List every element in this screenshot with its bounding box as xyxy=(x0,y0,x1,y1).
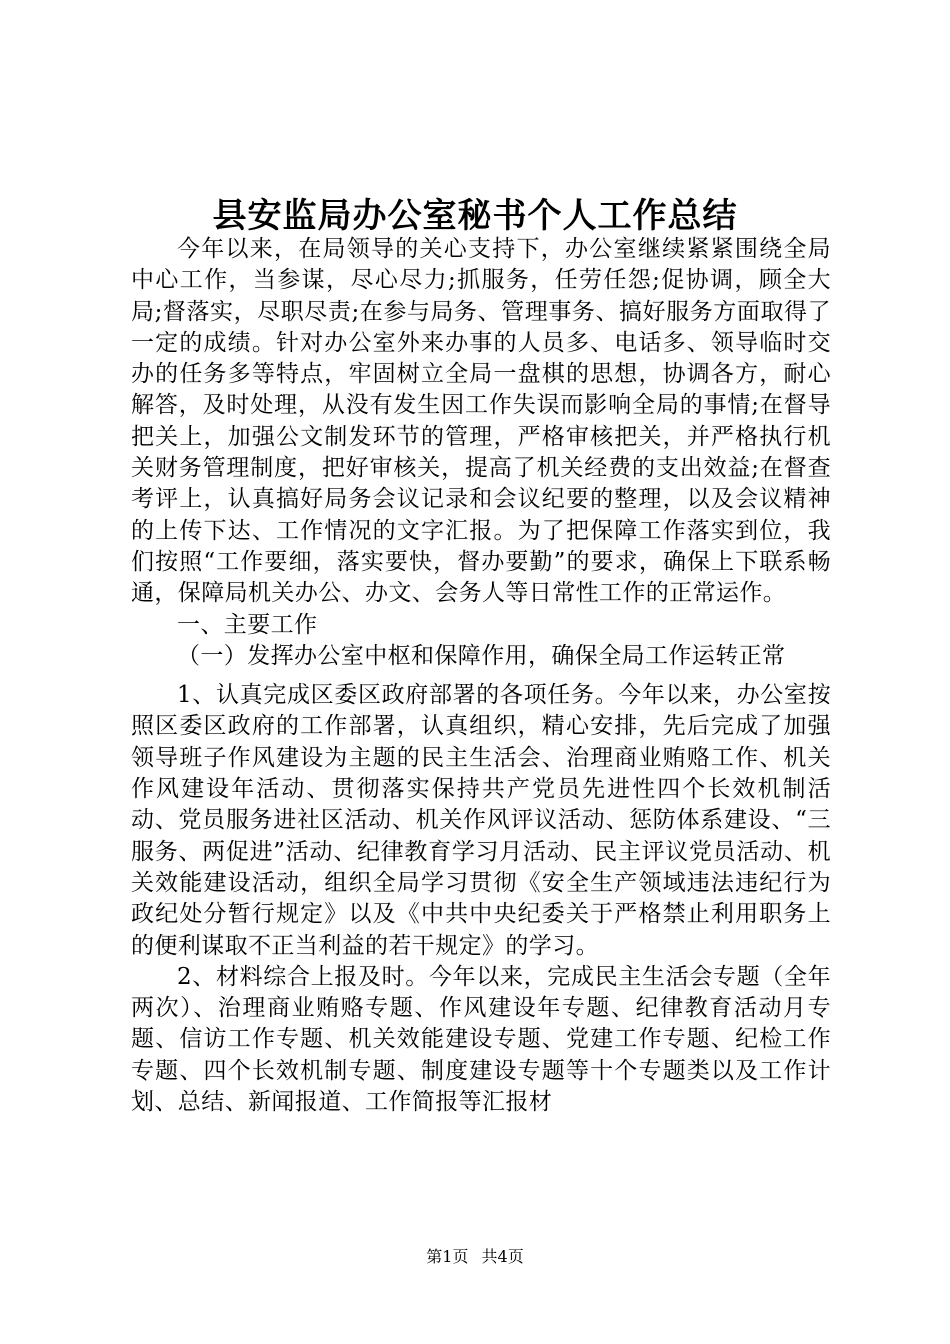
page-footer xyxy=(0,1244,950,1267)
page-total: 共4页 xyxy=(481,1247,524,1266)
item-paragraph-2: 2、材料综合上报及时。今年以来，完成民主生活会专题（全年两次）、治理商业贿赂专题、作风建设年专题、纪律教育活动月专题、信访工作专题、机关效能建设专题、党建工作专题、纪检工作专题、四个长效机制专题、制度建设专题等十个专题类以及工作计划、总结、新闻报道、工作简报等汇报材 xyxy=(131,963,831,1116)
section-heading: 一、主要工作 xyxy=(177,611,318,638)
item-paragraph-1: 1、认真完成区委区政府部署的各项任务。今年以来，办公室按照区委区政府的工作部署，认真组织，精心安排，先后完成了加强领导班子作风建设为主题的民主生活会、治理商业贿赂工作、机关作风建设年活动、贯彻落实保持共产党员先进性四个长效机制活动、党员服务进社区活动、机关作风评议活动、惩防体系建设、“三服务、两促进”活动、纪律教育学习月活动、民主评议党员活动、机关效能建设活动，组织全局学习贯彻《安全生产领域违法违纪行为政纪处分暂行规定》以及《中共中央纪委关于严格禁止利用职务上的便利谋取不正当利益的若干规定》的学习。 xyxy=(131,682,831,959)
page-number: 第1页 xyxy=(426,1247,469,1266)
document-body xyxy=(131,234,831,1118)
subsection-heading: （一）发挥办公室中枢和保障作用，确保全局工作运转正常 xyxy=(177,642,786,669)
intro-paragraph: 今年以来，在局领导的关心支持下，办公室继续紧紧围绕全局中心工作，当参谋，尽心尽力;抓服务，任劳任怨;促协调，顾全大局;督落实，尽职尽责;在参与局务、管理事务、搞好服务方面取得了一定的成绩。针对办公室外来办事的人员多、电话多、领导临时交办的任务多等特点，牢固树立全局一盘棋的思想，协调各方，耐心解答，及时处理，从没有发生因工作失误而影响全局的事情;在督导把关上，加强公文制发环节的管理，严格审核把关，并严格执行机关财务管理制度，把好审核关，提高了机关经费的支出效益;在督查考评上，认真搞好局务会议记录和会议纪要的整理，以及会议精神的上传下达、工作情况的文字汇报。为了把保障工作落实到位，我们按照“工作要细，落实要快，督办要勤”的要求，确保上下联系畅通，保障局机关办公、办文、会务人等日常性工作的正常运作。 xyxy=(131,236,831,607)
document-title: 县安监局办公室秘书个人工作总结 xyxy=(212,196,738,236)
